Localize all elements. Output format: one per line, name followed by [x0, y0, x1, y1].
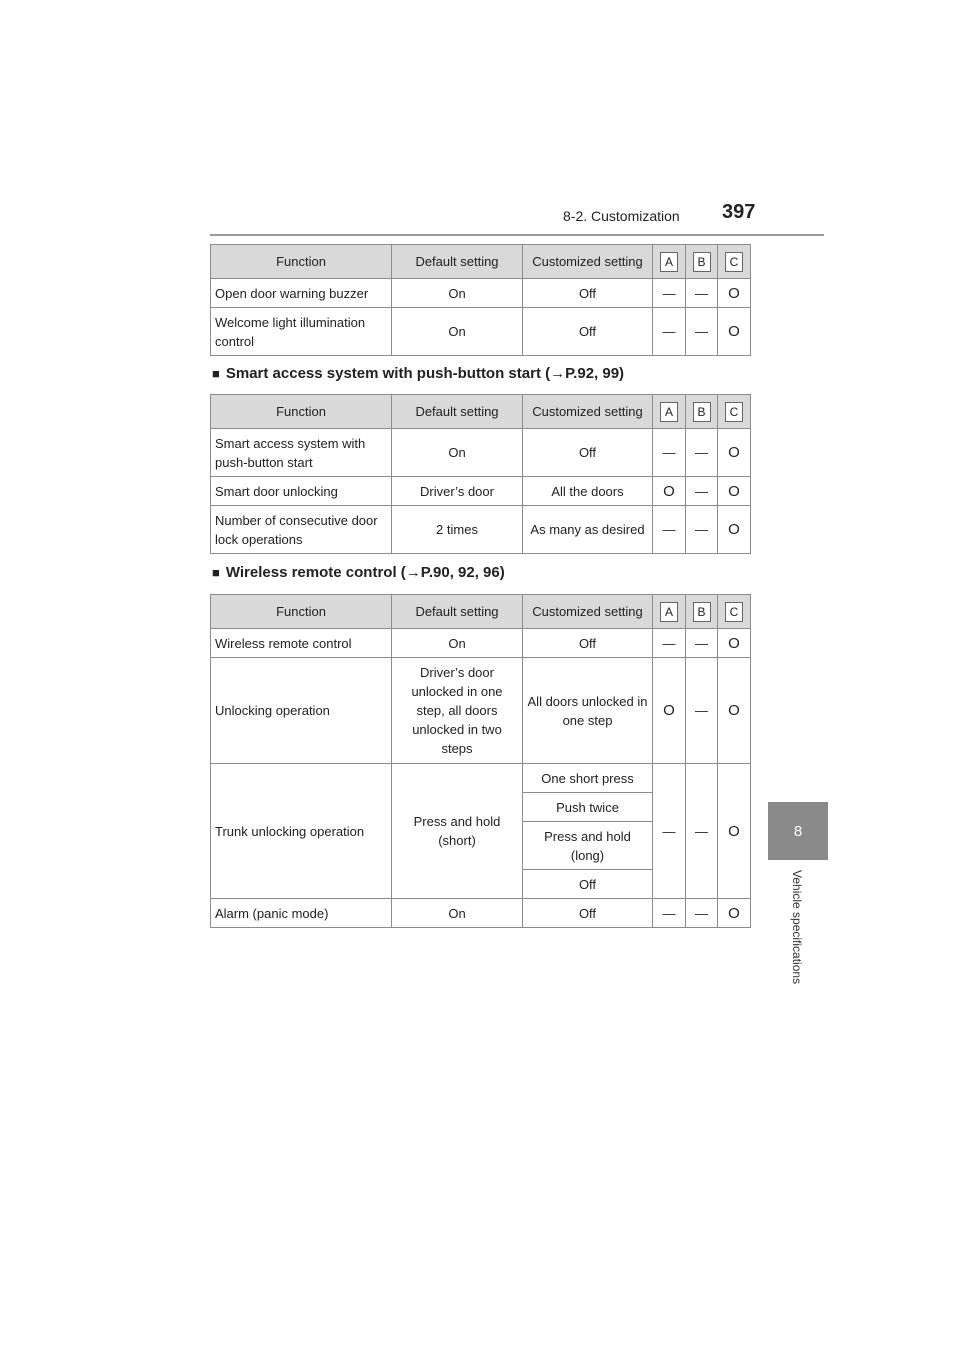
table-header-row: [211, 595, 751, 629]
col-customized: Customized setting: [523, 245, 653, 279]
table-header-row: [211, 245, 751, 279]
cell-a: —: [653, 629, 686, 658]
cell-function: Trunk unlocking operation: [211, 764, 392, 899]
cell-default: On: [392, 308, 523, 356]
arrow-icon: →: [550, 365, 566, 382]
cell-a: —: [653, 764, 686, 899]
col-a: [653, 595, 686, 629]
cell-a: O: [653, 477, 686, 506]
col-default: Default setting: [392, 595, 523, 629]
col-c: [718, 245, 751, 279]
cell-function: Unlocking operation: [211, 658, 392, 764]
cell-customized: All the doors: [523, 477, 653, 506]
cell-default: Press and hold (short): [392, 764, 523, 899]
letter-a: A: [660, 402, 678, 422]
cell-default: Driver’s door: [392, 477, 523, 506]
arrow-icon: →: [405, 564, 421, 581]
table-wireless-remote: [210, 594, 751, 928]
table-smart-access: [210, 394, 751, 554]
col-a: [653, 395, 686, 429]
cell-customized-option: Press and hold (long): [523, 822, 653, 870]
cell-b: —: [686, 477, 718, 506]
cell-b: —: [686, 629, 718, 658]
letter-c: C: [725, 252, 743, 272]
cell-customized: Off: [523, 308, 653, 356]
cell-c: O: [718, 429, 751, 477]
cell-b: —: [686, 506, 718, 554]
header-rule: [210, 234, 824, 236]
cell-function: Number of consecutive door lock operations: [211, 506, 392, 554]
table-row: [211, 477, 751, 506]
cell-customized-option: One short press: [523, 764, 653, 793]
cell-a: —: [653, 279, 686, 308]
letter-c: C: [725, 402, 743, 422]
page-ref: P.90, 92, 96): [420, 564, 505, 581]
cell-a: —: [653, 429, 686, 477]
bullet-square: ■: [212, 366, 220, 381]
letter-a: A: [660, 252, 678, 272]
table-row: [211, 308, 751, 356]
table-row: [211, 506, 751, 554]
col-function: Function: [211, 245, 392, 279]
cell-customized: As many as desired: [523, 506, 653, 554]
letter-c: C: [725, 602, 743, 622]
table-row: [211, 658, 751, 764]
cell-default: Driver’s door unlocked in one step, all doors unlocked in two steps: [392, 658, 523, 764]
page-number: 397: [722, 201, 756, 223]
letter-b: B: [693, 402, 711, 422]
table-row: [211, 429, 751, 477]
cell-customized-option: Push twice: [523, 793, 653, 822]
page-ref: P.92, 99): [565, 365, 625, 382]
cell-b: —: [686, 429, 718, 477]
col-function: Function: [211, 595, 392, 629]
col-c: [718, 595, 751, 629]
section-title-wireless-remote: [212, 564, 505, 581]
col-customized: Customized setting: [523, 595, 653, 629]
chapter-title: Vehicle specifications: [790, 870, 804, 985]
cell-function: Smart access system with push-button start: [211, 429, 392, 477]
cell-customized-option: Off: [523, 870, 653, 899]
cell-default: On: [392, 899, 523, 928]
cell-function: Open door warning buzzer: [211, 279, 392, 308]
letter-a: A: [660, 602, 678, 622]
col-function: Function: [211, 395, 392, 429]
table-header-row: [211, 395, 751, 429]
section-title-text: Smart access system with push-button start (: [225, 365, 551, 382]
cell-function: Welcome light illumination control: [211, 308, 392, 356]
col-customized: Customized setting: [523, 395, 653, 429]
cell-a: —: [653, 506, 686, 554]
cell-a: —: [653, 899, 686, 928]
cell-function: Smart door unlocking: [211, 477, 392, 506]
cell-c: O: [718, 899, 751, 928]
cell-default: On: [392, 279, 523, 308]
cell-customized: Off: [523, 629, 653, 658]
col-b: [686, 595, 718, 629]
cell-function: Wireless remote control: [211, 629, 392, 658]
section-title-text: Wireless remote control (: [225, 564, 406, 581]
letter-b: B: [693, 602, 711, 622]
cell-c: O: [718, 477, 751, 506]
table-row: [211, 764, 751, 793]
cell-b: —: [686, 308, 718, 356]
cell-a: —: [653, 308, 686, 356]
col-b: [686, 245, 718, 279]
cell-a: O: [653, 658, 686, 764]
cell-c: O: [718, 629, 751, 658]
section-title-smart-access: [212, 365, 624, 382]
table-row: [211, 279, 751, 308]
cell-b: —: [686, 279, 718, 308]
table-row: [211, 629, 751, 658]
col-b: [686, 395, 718, 429]
cell-c: O: [718, 279, 751, 308]
section-heading: 8-2. Customization: [563, 208, 680, 224]
cell-c: O: [718, 764, 751, 899]
cell-default: On: [392, 629, 523, 658]
cell-c: O: [718, 506, 751, 554]
cell-customized: All doors unlocked in one step: [523, 658, 653, 764]
cell-customized: Off: [523, 279, 653, 308]
cell-function: Alarm (panic mode): [211, 899, 392, 928]
cell-default: 2 times: [392, 506, 523, 554]
cell-c: O: [718, 308, 751, 356]
col-default: Default setting: [392, 395, 523, 429]
cell-customized: Off: [523, 429, 653, 477]
col-default: Default setting: [392, 245, 523, 279]
cell-b: —: [686, 899, 718, 928]
chapter-label: [790, 870, 806, 1010]
col-a: [653, 245, 686, 279]
cell-customized: Off: [523, 899, 653, 928]
chapter-tab: 8: [768, 802, 828, 860]
table-door-settings: [210, 244, 751, 356]
cell-default: On: [392, 429, 523, 477]
col-c: [718, 395, 751, 429]
cell-c: O: [718, 658, 751, 764]
letter-b: B: [693, 252, 711, 272]
bullet-square: ■: [212, 565, 220, 580]
cell-b: —: [686, 658, 718, 764]
cell-b: —: [686, 764, 718, 899]
table-row: [211, 899, 751, 928]
